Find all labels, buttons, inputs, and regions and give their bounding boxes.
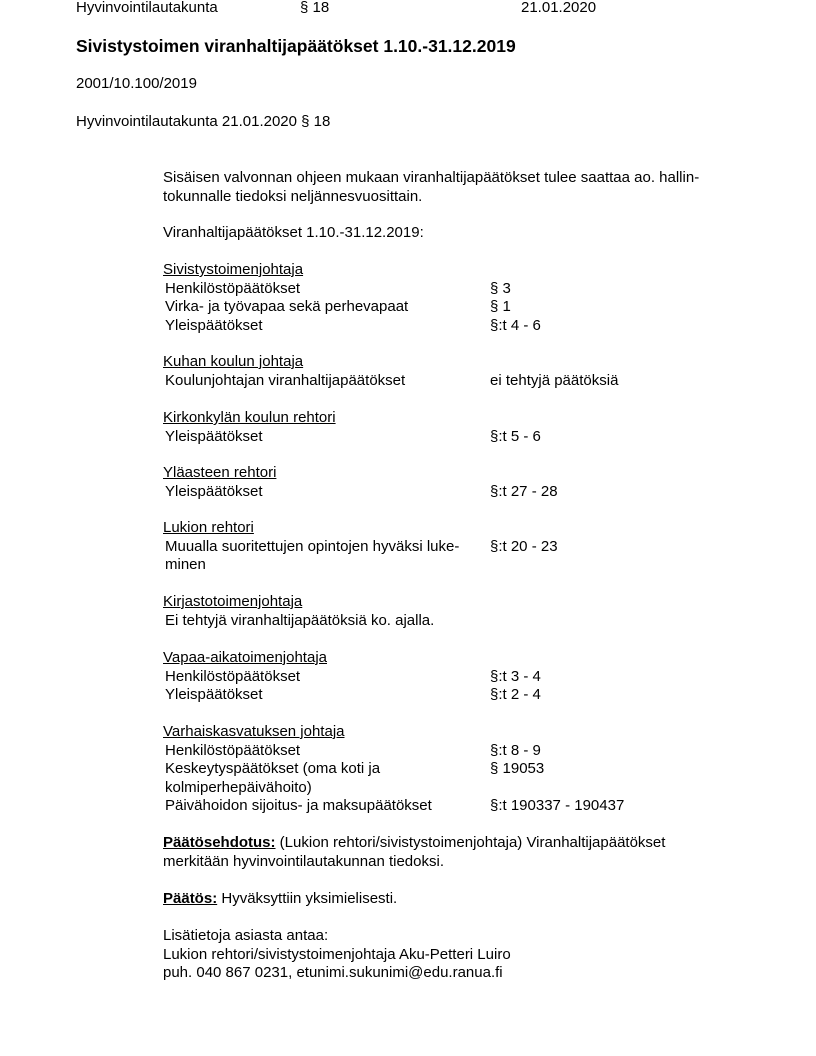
section bbox=[163, 593, 763, 630]
record-number: 2001/10.100/2019 bbox=[76, 75, 197, 92]
row-label: Yleispäätökset bbox=[165, 482, 263, 500]
proposal bbox=[163, 834, 723, 871]
page-title: Sivistystoimen viranhaltijapäätökset 1.10.-31.12.2019 bbox=[76, 36, 516, 56]
row-value: §:t 3 - 4 bbox=[490, 667, 541, 685]
section bbox=[163, 261, 763, 335]
row-label: Yleispäätökset bbox=[165, 316, 263, 334]
section-row bbox=[163, 428, 763, 447]
section-row bbox=[163, 686, 763, 705]
row-value: §:t 2 - 4 bbox=[490, 686, 541, 703]
meeting-reference: Hyvinvointilautakunta 21.01.2020 § 18 bbox=[76, 113, 331, 130]
row-value: § 3 bbox=[490, 279, 511, 297]
section-row bbox=[163, 742, 763, 761]
header-date: 21.01.2020 bbox=[521, 0, 597, 16]
section-heading: Varhaiskasvatuksen johtaja bbox=[163, 723, 345, 740]
section bbox=[163, 353, 763, 390]
intro-line: tokunnalle tiedoksi neljännesvuosittain. bbox=[163, 187, 423, 205]
row-value: § 1 bbox=[490, 298, 511, 315]
list-title: Viranhaltijapäätökset 1.10.-31.12.2019: bbox=[163, 224, 424, 241]
row-label: Koulunjohtajan viranhaltijapäätökset bbox=[165, 371, 406, 389]
row-value: § 19053 bbox=[490, 760, 545, 777]
section-row bbox=[163, 612, 763, 631]
section-heading: Kirkonkylän koulun rehtori bbox=[163, 409, 336, 426]
row-label: Ei tehtyjä viranhaltijapäätöksiä ko. ajalla. bbox=[165, 611, 435, 629]
section-heading: Sivistystoimenjohtaja bbox=[163, 261, 304, 278]
section-heading: Kirjastotoimenjohtaja bbox=[163, 593, 303, 610]
decision bbox=[163, 890, 743, 909]
header-board: Hyvinvointilautakunta bbox=[76, 0, 218, 16]
row-value: §:t 190337 - 190437 bbox=[490, 797, 625, 814]
header-section: § 18 bbox=[300, 0, 330, 16]
row-label: Yleispäätökset bbox=[165, 427, 263, 445]
row-label: Keskeytyspäätökset (oma koti ja kolmiperhepäivähoito) bbox=[165, 760, 381, 796]
section-row bbox=[163, 317, 763, 336]
section bbox=[163, 464, 763, 501]
row-label: Henkilöstöpäätökset bbox=[165, 667, 301, 685]
intro-paragraph bbox=[163, 169, 743, 206]
decision-label: Päätös: bbox=[163, 890, 218, 907]
row-value: §:t 20 - 23 bbox=[490, 537, 558, 555]
contact-line: Lukion rehtori/sivistystoimenjohtaja Aku-Petteri Luiro bbox=[163, 945, 511, 963]
row-label: Yleispäätökset bbox=[165, 686, 263, 703]
row-label: Muualla suoritettujen opintojen hyväksi luke-minen bbox=[165, 537, 460, 573]
row-value: §:t 27 - 28 bbox=[490, 482, 558, 500]
section bbox=[163, 519, 763, 575]
row-label: Päivähoidon sijoitus- ja maksupäätökset bbox=[165, 797, 432, 814]
section-row bbox=[163, 797, 763, 816]
contact-line: puh. 040 867 0231, etunimi.sukunimi@edu.ranua.fi bbox=[163, 964, 503, 981]
decision-text: Hyväksyttiin yksimielisesti. bbox=[217, 890, 398, 907]
row-value: §:t 8 - 9 bbox=[490, 741, 541, 759]
row-value: ei tehtyjä päätöksiä bbox=[490, 371, 619, 389]
contact-info bbox=[163, 927, 743, 983]
row-label: Henkilöstöpäätökset bbox=[165, 279, 301, 297]
section-row bbox=[163, 668, 763, 687]
section-heading: Lukion rehtori bbox=[163, 519, 254, 536]
section-row bbox=[163, 483, 763, 502]
section-row bbox=[163, 538, 763, 575]
row-value: §:t 4 - 6 bbox=[490, 316, 541, 334]
section-row bbox=[163, 280, 763, 299]
row-label: Henkilöstöpäätökset bbox=[165, 741, 301, 759]
proposal-label: Päätösehdotus: bbox=[163, 834, 276, 851]
section bbox=[163, 409, 763, 446]
section bbox=[163, 723, 763, 816]
row-label: Virka- ja työvapaa sekä perhevapaat bbox=[165, 298, 409, 315]
section-heading: Yläasteen rehtori bbox=[163, 464, 277, 481]
section-heading: Vapaa-aikatoimenjohtaja bbox=[163, 649, 327, 666]
row-value: §:t 5 - 6 bbox=[490, 427, 541, 445]
section-heading: Kuhan koulun johtaja bbox=[163, 353, 304, 370]
section-row bbox=[163, 372, 763, 391]
section bbox=[163, 649, 763, 705]
proposal-text: (Lukion rehtori/sivistystoimenjohtaja) Viranhaltijapäätökset merkitään hyvinvointilautakunnan tiedoksi. bbox=[163, 834, 666, 870]
intro-line: Sisäisen valvonnan ohjeen mukaan viranhaltijapäätökset tulee saattaa ao. hallin- bbox=[163, 169, 700, 186]
section-row bbox=[163, 760, 763, 797]
section-row bbox=[163, 298, 763, 317]
contact-line: Lisätietoja asiasta antaa: bbox=[163, 927, 329, 944]
